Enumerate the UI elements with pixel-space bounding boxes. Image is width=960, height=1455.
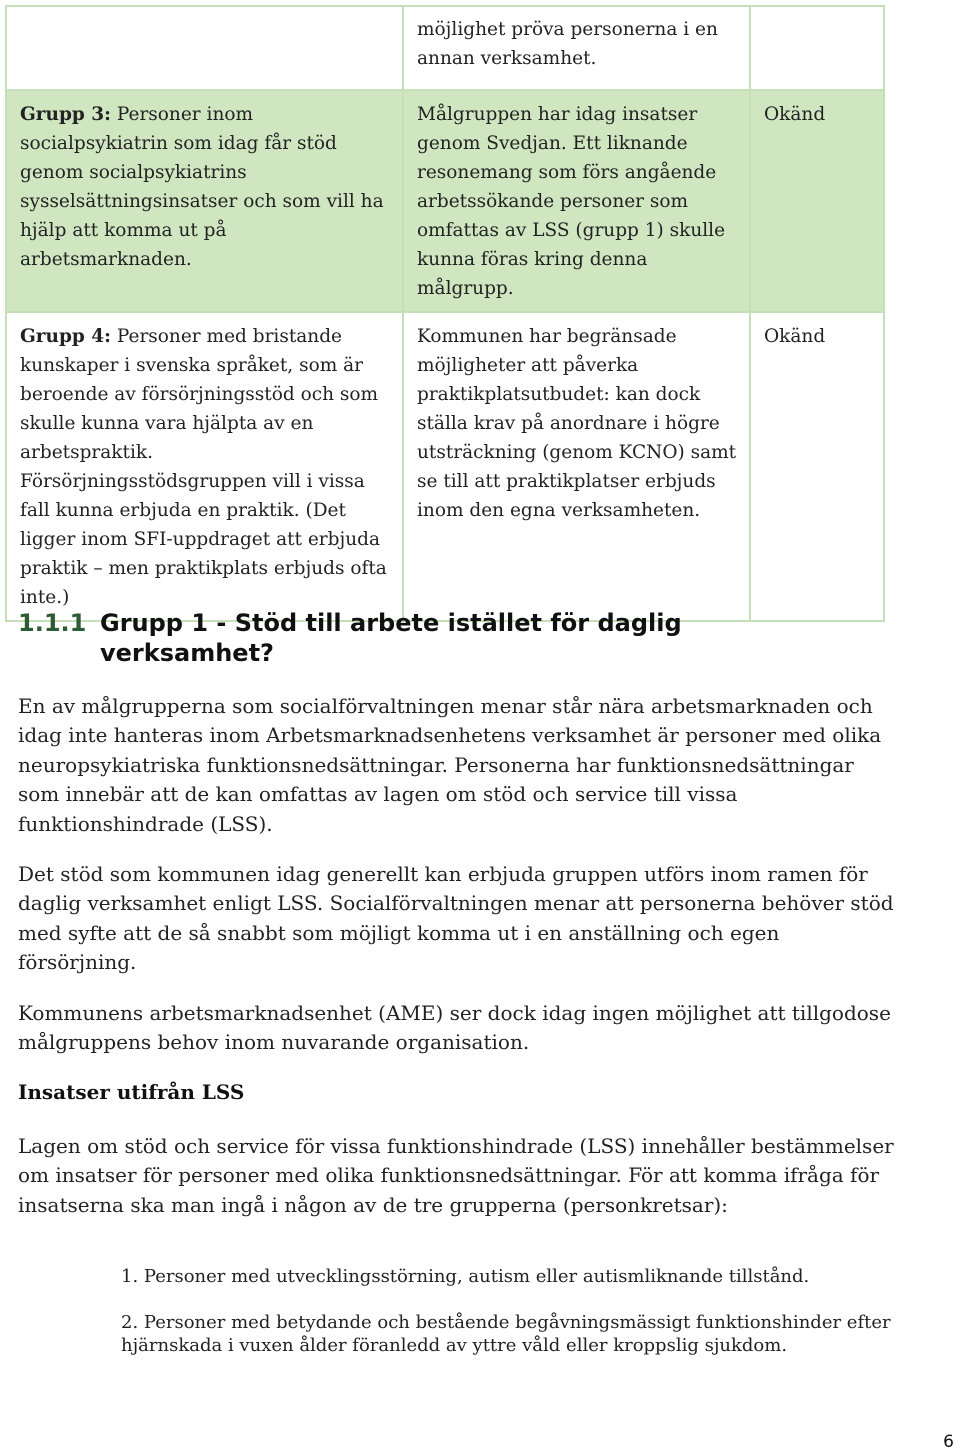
body-paragraph: Lagen om stöd och service för vissa funktionshindrade (LSS) innehåller bestämmelser om insatser för personer med olika funktionsnedsättningar. För att komma ifråga för insatserna ska man ingå i någon av de tre grupperna (personkretsar): bbox=[18, 1134, 894, 1217]
body-paragraph: Det stöd som kommunen idag generellt kan erbjuda gruppen utförs inom ramen för daglig verksamhet enligt LSS. Socialförvaltningen menar att personerna behöver stöd med syfte att de så snabbt som möjligt komma ut i en anställning och egen försörjning. bbox=[18, 862, 894, 975]
table-cell-status: Okänd bbox=[750, 90, 884, 312]
target-groups-table bbox=[5, 5, 885, 622]
body-paragraph: En av målgrupperna som socialförvaltningen menar står nära arbetsmarknaden och idag inte hanteras inom Arbetsmarknadsenhetens verksamhet är personer med olika neuropsykiatriska funktionsnedsättningar. Personerna har funktionsnedsättningar som innebär att de kan omfattas av lagen om stöd och service till vissa funktionshindrade (LSS). bbox=[18, 694, 882, 836]
list-item: 2. Personer med betydande och bestående begåvningsmässigt funktionshinder efter hjärnskada i vuxen ålder föranledd av yttre våld eller kroppslig sjukdom. bbox=[121, 1312, 891, 1356]
table-cell-measure: Målgruppen har idag insatser genom Svedjan. Ett liknande resonemang som förs angående arbetssökande personer som omfattas av LSS (grupp 1) skulle kunna föras kring denna målgrupp. bbox=[403, 90, 750, 312]
table-cell-measure: möjlighet pröva personerna i en annan verksamhet. bbox=[403, 6, 750, 90]
table-cell-measure: Kommunen har begränsade möjligheter att påverka praktikplatsutbudet: kan dock ställa krav på anordnare i högre utsträckning (genom KCNO) samt se till att praktikplatser erbjuds inom den egna verksamheten. bbox=[403, 312, 750, 621]
table-row bbox=[6, 312, 884, 621]
table-cell-group bbox=[6, 90, 403, 312]
table-cell-status: Okänd bbox=[750, 312, 884, 621]
group-description: Personer inom socialpsykiatrin som idag får stöd genom socialpsykiatrins sysselsättningsinsatser och som vill ha hjälp att komma ut på arbetsmarknaden. bbox=[20, 104, 384, 270]
table-cell-empty bbox=[6, 6, 403, 90]
body-paragraph: Kommunens arbetsmarknadsenhet (AME) ser dock idag ingen möjlighet att tillgodose målgruppens behov inom nuvarande organisation. bbox=[18, 1001, 891, 1055]
subheading: Insatser utifrån LSS bbox=[18, 1080, 245, 1104]
table-row bbox=[6, 90, 884, 312]
section-number: 1.1.1 bbox=[18, 609, 87, 637]
table-cell-empty bbox=[750, 6, 884, 90]
group-label: Grupp 3: bbox=[20, 104, 112, 125]
list-item: 1. Personer med utvecklingsstörning, autism eller autismliknande tillstånd. bbox=[121, 1266, 810, 1287]
group-description: Personer med bristande kunskaper i svenska språket, som är beroende av försörjningsstöd och som skulle kunna vara hjälpta av en arbetspraktik. Försörjningsstödsgruppen vill i vissa fall kunna erbjuda en praktik. (Det ligger inom SFI-uppdraget att erbjuda praktik – men praktikplats erbjuds ofta inte.) bbox=[20, 326, 387, 608]
section-heading bbox=[18, 608, 682, 668]
section-title-line1: Grupp 1 - Stöd till arbete istället för daglig bbox=[100, 609, 682, 637]
page-number: 6 bbox=[943, 1432, 954, 1452]
section-title-line2: verksamhet? bbox=[100, 639, 274, 667]
table-cell-group bbox=[6, 312, 403, 621]
group-label: Grupp 4: bbox=[20, 326, 112, 347]
table-row bbox=[6, 6, 884, 90]
